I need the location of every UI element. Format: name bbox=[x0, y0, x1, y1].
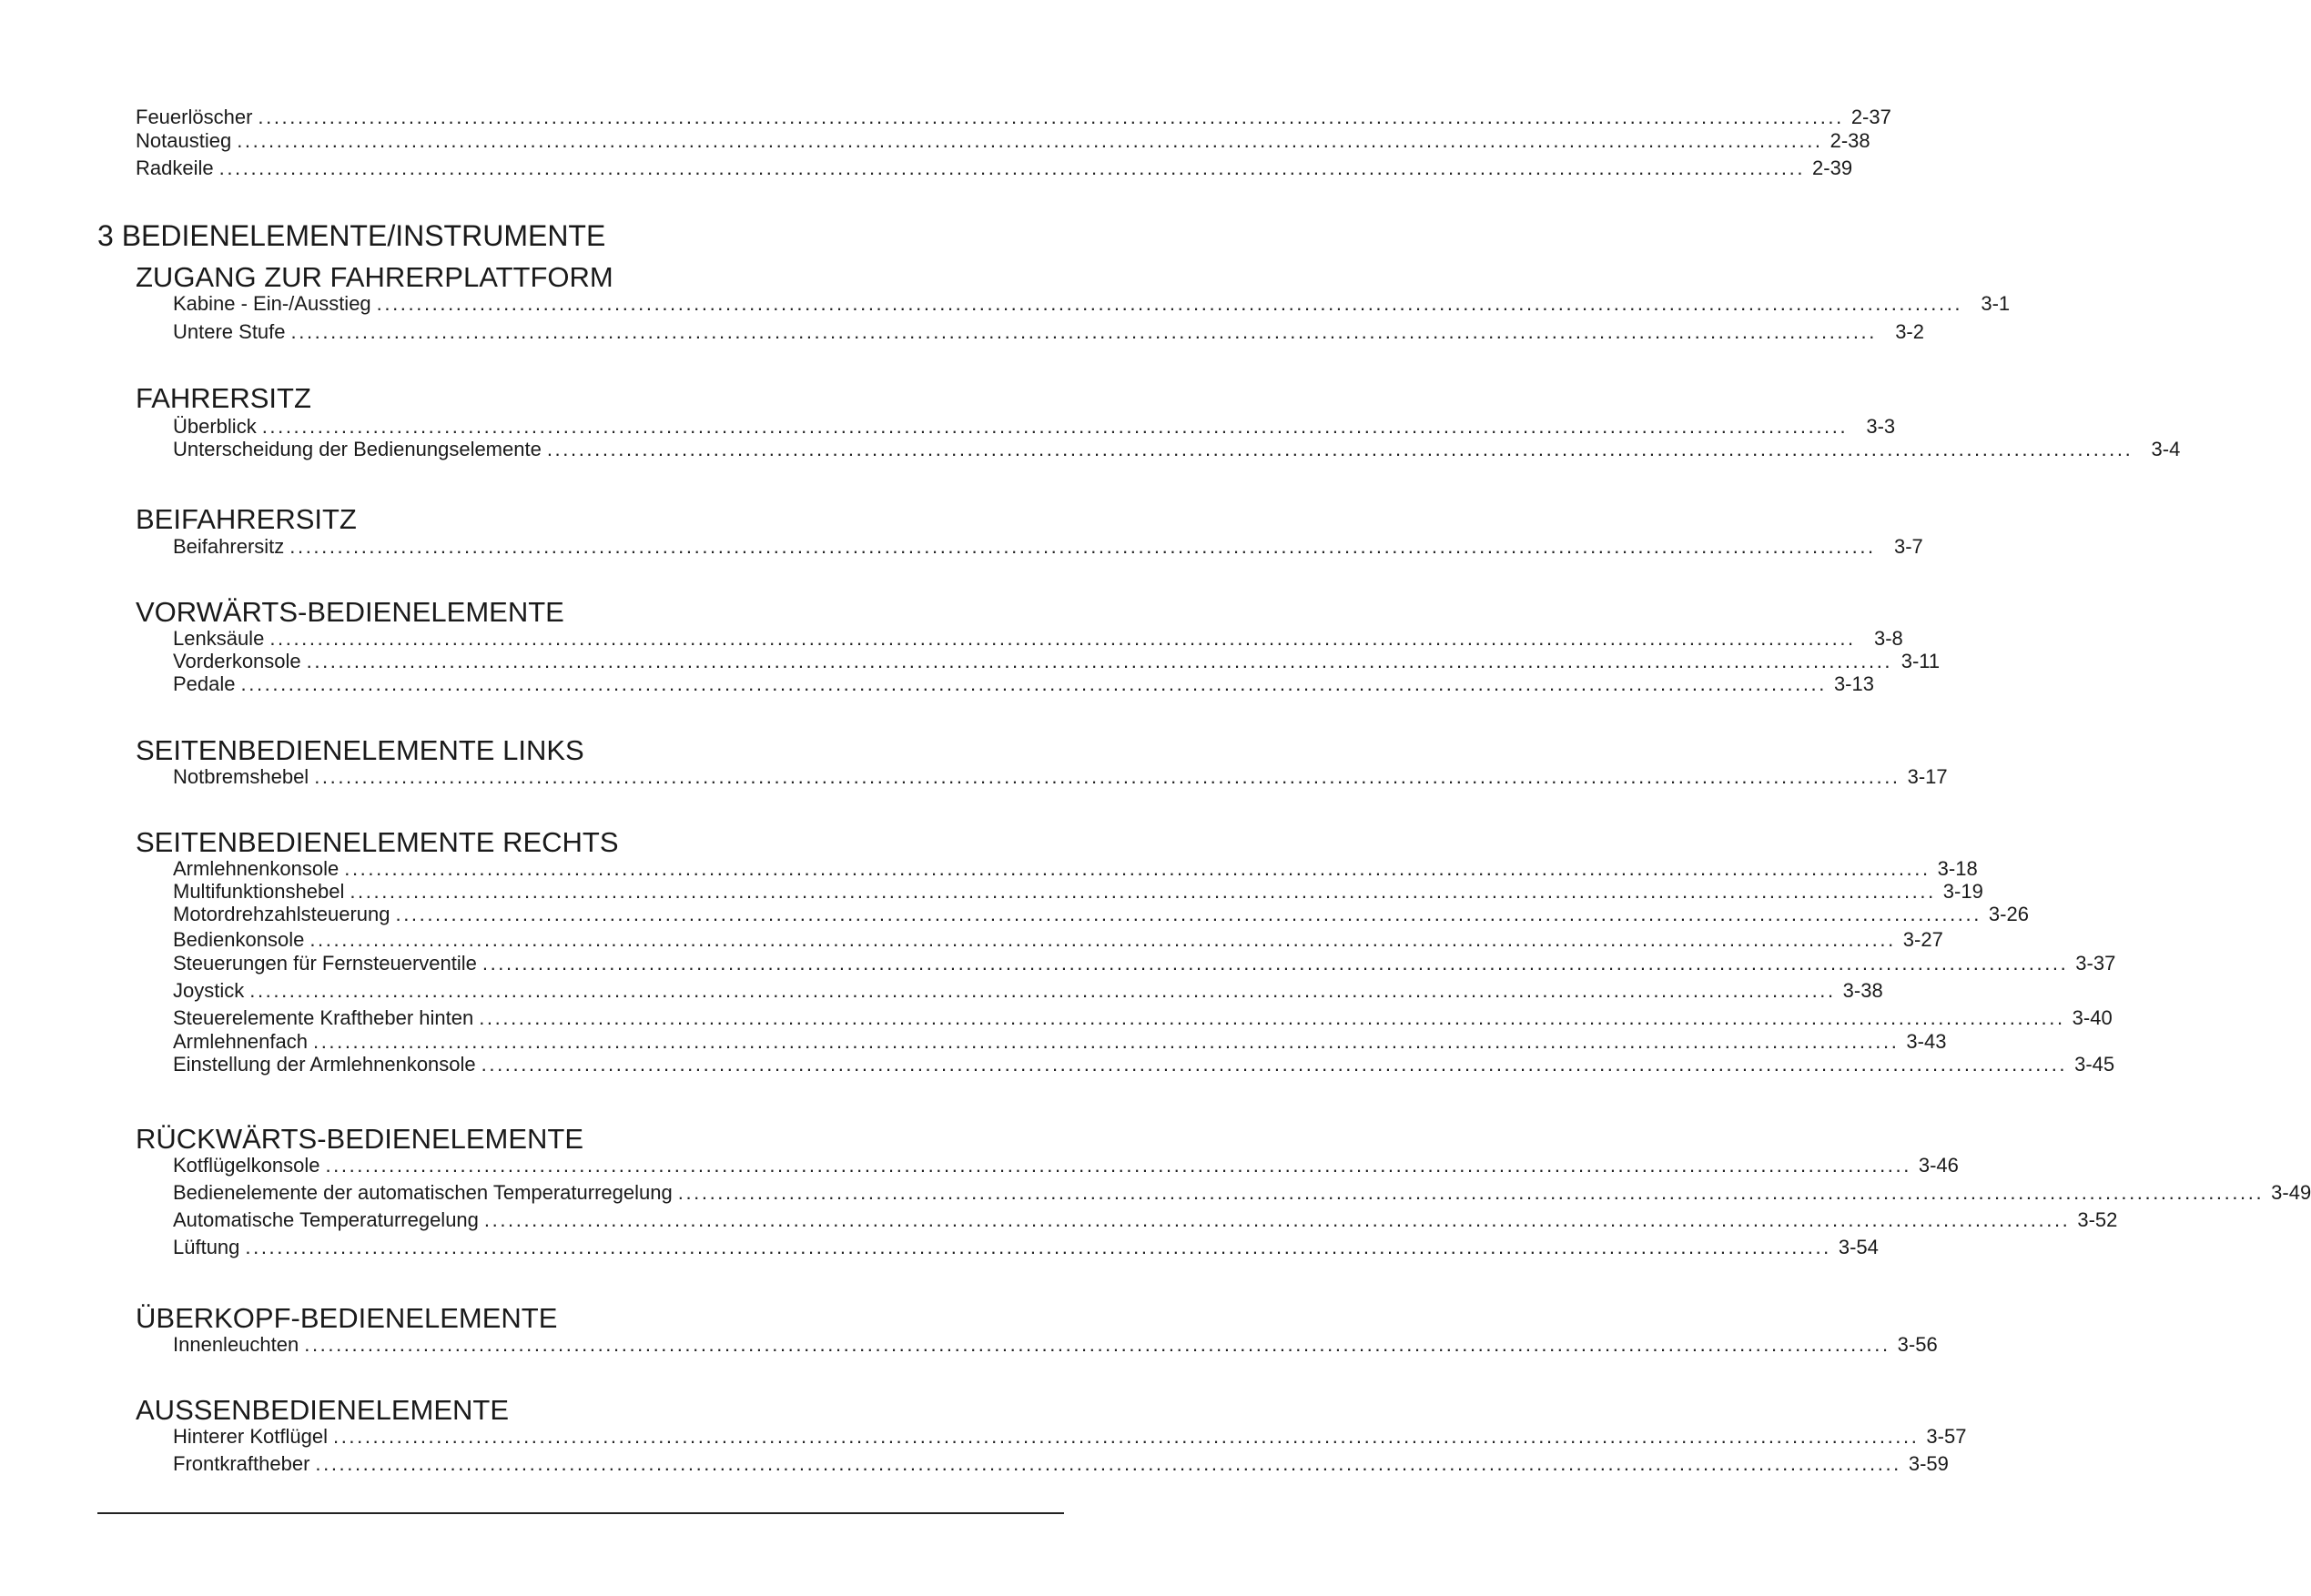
toc-entry[interactable] bbox=[136, 157, 1853, 180]
dot-leader: ........................................................................................................................................................................................................ bbox=[483, 1208, 2071, 1231]
dot-leader: ........................................................................................................................................................................................................ bbox=[677, 1181, 2265, 1204]
toc-entry-label: Vorderkonsole bbox=[173, 650, 301, 672]
toc-entry-label: Einstellung der Armlehnenkonsole bbox=[173, 1053, 476, 1076]
toc-entry[interactable] bbox=[173, 880, 1983, 904]
dot-leader: ........................................................................................................................................................................................................ bbox=[306, 650, 1893, 672]
toc-entry-label: Automatische Temperaturregelung bbox=[173, 1208, 479, 1231]
dot-leader: ........................................................................................................................................................................................................ bbox=[249, 979, 1836, 1002]
toc-entry-page: 3-1 bbox=[1981, 292, 2011, 315]
toc-entry-page: 3-49 bbox=[2271, 1181, 2311, 1204]
toc-entry-label: Motordrehzahlsteuerung bbox=[173, 903, 390, 925]
toc-entry-label: Unterscheidung der Bedienungselemente bbox=[173, 438, 542, 460]
toc-entry[interactable] bbox=[136, 106, 1891, 129]
dot-leader: ........................................................................................................................................................................................................ bbox=[395, 903, 1982, 925]
toc-entry[interactable] bbox=[173, 903, 2029, 926]
toc-entry-page: 3-40 bbox=[2072, 1006, 2113, 1029]
toc-entry-page: 3-2 bbox=[1895, 320, 1924, 343]
toc-entry-label: Pedale bbox=[173, 672, 236, 695]
toc-entry-page: 3-18 bbox=[1937, 857, 1978, 880]
section-heading: VORWÄRTS-BEDIENELEMENTE bbox=[136, 596, 564, 628]
section-heading: RÜCKWÄRTS-BEDIENELEMENTE bbox=[136, 1123, 584, 1155]
dot-leader: ........................................................................................................................................................................................................ bbox=[314, 765, 1900, 788]
toc-entry-page: 3-3 bbox=[1866, 415, 1896, 438]
dot-leader: ........................................................................................................................................................................................................ bbox=[332, 1425, 1920, 1448]
dot-leader: ........................................................................................................................................................................................................ bbox=[546, 438, 2134, 460]
toc-entry-label: Lüftung bbox=[173, 1236, 240, 1258]
dot-leader: ........................................................................................................................................................................................................ bbox=[237, 129, 1823, 152]
toc-entry-label: Hinterer Kotflügel bbox=[173, 1425, 328, 1448]
toc-entry-page: 3-59 bbox=[1908, 1452, 1949, 1475]
toc-entry-page: 3-43 bbox=[1906, 1030, 1947, 1053]
toc-entry[interactable] bbox=[173, 1053, 2115, 1076]
toc-entry-label: Lenksäule bbox=[173, 627, 265, 650]
toc-entry-page: 3-4 bbox=[2151, 438, 2181, 460]
toc-entry[interactable] bbox=[173, 415, 1896, 439]
footer-rule bbox=[97, 1512, 1064, 1514]
toc-entry[interactable] bbox=[173, 1154, 1959, 1177]
toc-entry[interactable] bbox=[173, 627, 1903, 651]
dot-leader: ........................................................................................................................................................................................................ bbox=[350, 880, 1936, 903]
toc-entry-page: 2-37 bbox=[1850, 106, 1891, 128]
toc-entry[interactable] bbox=[173, 1208, 2118, 1232]
dot-leader: ........................................................................................................................................................................................................ bbox=[240, 672, 1827, 695]
toc-entry[interactable] bbox=[173, 1006, 2113, 1030]
toc-entry-label: Untere Stufe bbox=[173, 320, 286, 343]
toc-entry-page: 3-46 bbox=[1918, 1154, 1959, 1177]
dot-leader: ........................................................................................................................................................................................................ bbox=[269, 627, 1856, 650]
toc-entry-page: 3-38 bbox=[1842, 979, 1883, 1002]
toc-entry-label: Feuerlöscher bbox=[136, 106, 253, 128]
dot-leader: ........................................................................................................................................................................................................ bbox=[245, 1236, 1831, 1258]
toc-entry-page: 3-27 bbox=[1902, 928, 1943, 951]
toc-entry-page: 3-54 bbox=[1838, 1236, 1879, 1258]
toc-entry-label: Innenleuchten bbox=[173, 1333, 299, 1356]
toc-entry[interactable] bbox=[173, 650, 1941, 673]
toc-entry-page: 3-11 bbox=[1900, 650, 1941, 672]
toc-entry-page: 3-19 bbox=[1942, 880, 1983, 903]
toc-entry-label: Armlehnenkonsole bbox=[173, 857, 340, 880]
toc-entry-page: 3-26 bbox=[1988, 903, 2029, 925]
dot-leader: ........................................................................................................................................................................................................ bbox=[309, 928, 1896, 951]
toc-entry-label: Multifunktionshebel bbox=[173, 880, 345, 903]
toc-entry-label: Bedienelemente der automatischen Temperaturregelung bbox=[173, 1181, 673, 1204]
toc-entry-page: 2-38 bbox=[1830, 129, 1870, 152]
toc-entry[interactable] bbox=[173, 1425, 1967, 1449]
toc-entry[interactable] bbox=[173, 979, 1883, 1003]
section-heading: SEITENBEDIENELEMENTE RECHTS bbox=[136, 826, 619, 858]
toc-entry[interactable] bbox=[173, 672, 1874, 696]
dot-leader: ........................................................................................................................................................................................................ bbox=[290, 320, 1877, 343]
toc-entry-page: 3-17 bbox=[1907, 765, 1948, 788]
toc-entry[interactable] bbox=[173, 1236, 1879, 1259]
toc-entry-page: 2-39 bbox=[1812, 157, 1853, 179]
toc-entry[interactable] bbox=[136, 129, 1870, 153]
dot-leader: ........................................................................................................................................................................................................ bbox=[258, 106, 1844, 128]
toc-entry[interactable] bbox=[173, 292, 2011, 316]
toc-entry-label: Steuerungen für Fernsteuerventile bbox=[173, 952, 477, 975]
toc-entry[interactable] bbox=[173, 1333, 1938, 1357]
dot-leader: ........................................................................................................................................................................................................ bbox=[289, 535, 1876, 558]
dot-leader: ........................................................................................................................................................................................................ bbox=[325, 1154, 1911, 1177]
toc-entry-label: Kabine - Ein-/Ausstieg bbox=[173, 292, 371, 315]
toc-entry-label: Radkeile bbox=[136, 157, 214, 179]
toc-entry-label: Steuerelemente Kraftheber hinten bbox=[173, 1006, 474, 1029]
toc-entry[interactable] bbox=[173, 928, 1943, 952]
section-heading: SEITENBEDIENELEMENTE LINKS bbox=[136, 734, 584, 766]
section-heading: BEIFAHRERSITZ bbox=[136, 503, 357, 535]
toc-entry-label: Joystick bbox=[173, 979, 245, 1002]
toc-entry[interactable] bbox=[173, 857, 1978, 881]
toc-entry-label: Frontkraftheber bbox=[173, 1452, 310, 1475]
dot-leader: ........................................................................................................................................................................................................ bbox=[344, 857, 1931, 880]
toc-entry-page: 3-57 bbox=[1926, 1425, 1967, 1448]
toc-entry-page: 3-8 bbox=[1873, 627, 1903, 650]
toc-entry-label: Notbremshebel bbox=[173, 765, 309, 788]
dot-leader: ........................................................................................................................................................................................................ bbox=[304, 1333, 1890, 1356]
section-heading: ZUGANG ZUR FAHRERPLATTFORM bbox=[136, 261, 613, 293]
toc-entry-page: 3-13 bbox=[1833, 672, 1874, 695]
dot-leader: ........................................................................................................................................................................................................ bbox=[479, 1006, 2065, 1029]
toc-entry[interactable] bbox=[173, 1181, 2311, 1205]
toc-entry[interactable] bbox=[173, 320, 1924, 344]
section-heading: ÜBERKOPF-BEDIENELEMENTE bbox=[136, 1302, 558, 1334]
toc-entry[interactable] bbox=[173, 1030, 1947, 1054]
toc-entry-label: Bedienkonsole bbox=[173, 928, 305, 951]
dot-leader: ........................................................................................................................................................................................................ bbox=[376, 292, 1963, 315]
toc-entry-page: 3-37 bbox=[2075, 952, 2116, 975]
section-heading: AUSSENBEDIENELEMENTE bbox=[136, 1394, 509, 1426]
toc-entry[interactable] bbox=[173, 765, 1948, 789]
toc-entry-page: 3-56 bbox=[1897, 1333, 1938, 1356]
chapter-heading: 3 BEDIENELEMENTE/INSTRUMENTE bbox=[97, 219, 606, 252]
toc-entry[interactable] bbox=[173, 952, 2116, 975]
toc-entry-label: Beifahrersitz bbox=[173, 535, 285, 558]
toc-entry-page: 3-52 bbox=[2077, 1208, 2118, 1231]
toc-entry-label: Kotflügelkonsole bbox=[173, 1154, 320, 1177]
toc-entry[interactable] bbox=[173, 1452, 1949, 1476]
toc-entry[interactable] bbox=[173, 438, 2181, 461]
toc-entry-label: Armlehnenfach bbox=[173, 1030, 308, 1053]
dot-leader: ........................................................................................................................................................................................................ bbox=[312, 1030, 1900, 1053]
toc-entry[interactable] bbox=[173, 535, 1923, 559]
dot-leader: ........................................................................................................................................................................................................ bbox=[481, 1053, 2068, 1076]
dot-leader: ........................................................................................................................................................................................................ bbox=[481, 952, 2069, 975]
toc-entry-label: Notaustieg bbox=[136, 129, 232, 152]
dot-leader: ........................................................................................................................................................................................................ bbox=[315, 1452, 1901, 1475]
dot-leader: ........................................................................................................................................................................................................ bbox=[218, 157, 1806, 179]
toc-entry-label: Überblick bbox=[173, 415, 257, 438]
dot-leader: ........................................................................................................................................................................................................ bbox=[261, 415, 1849, 438]
section-heading: FAHRERSITZ bbox=[136, 382, 311, 414]
toc-entry-page: 3-7 bbox=[1893, 535, 1923, 558]
toc-entry-page: 3-45 bbox=[2074, 1053, 2115, 1076]
